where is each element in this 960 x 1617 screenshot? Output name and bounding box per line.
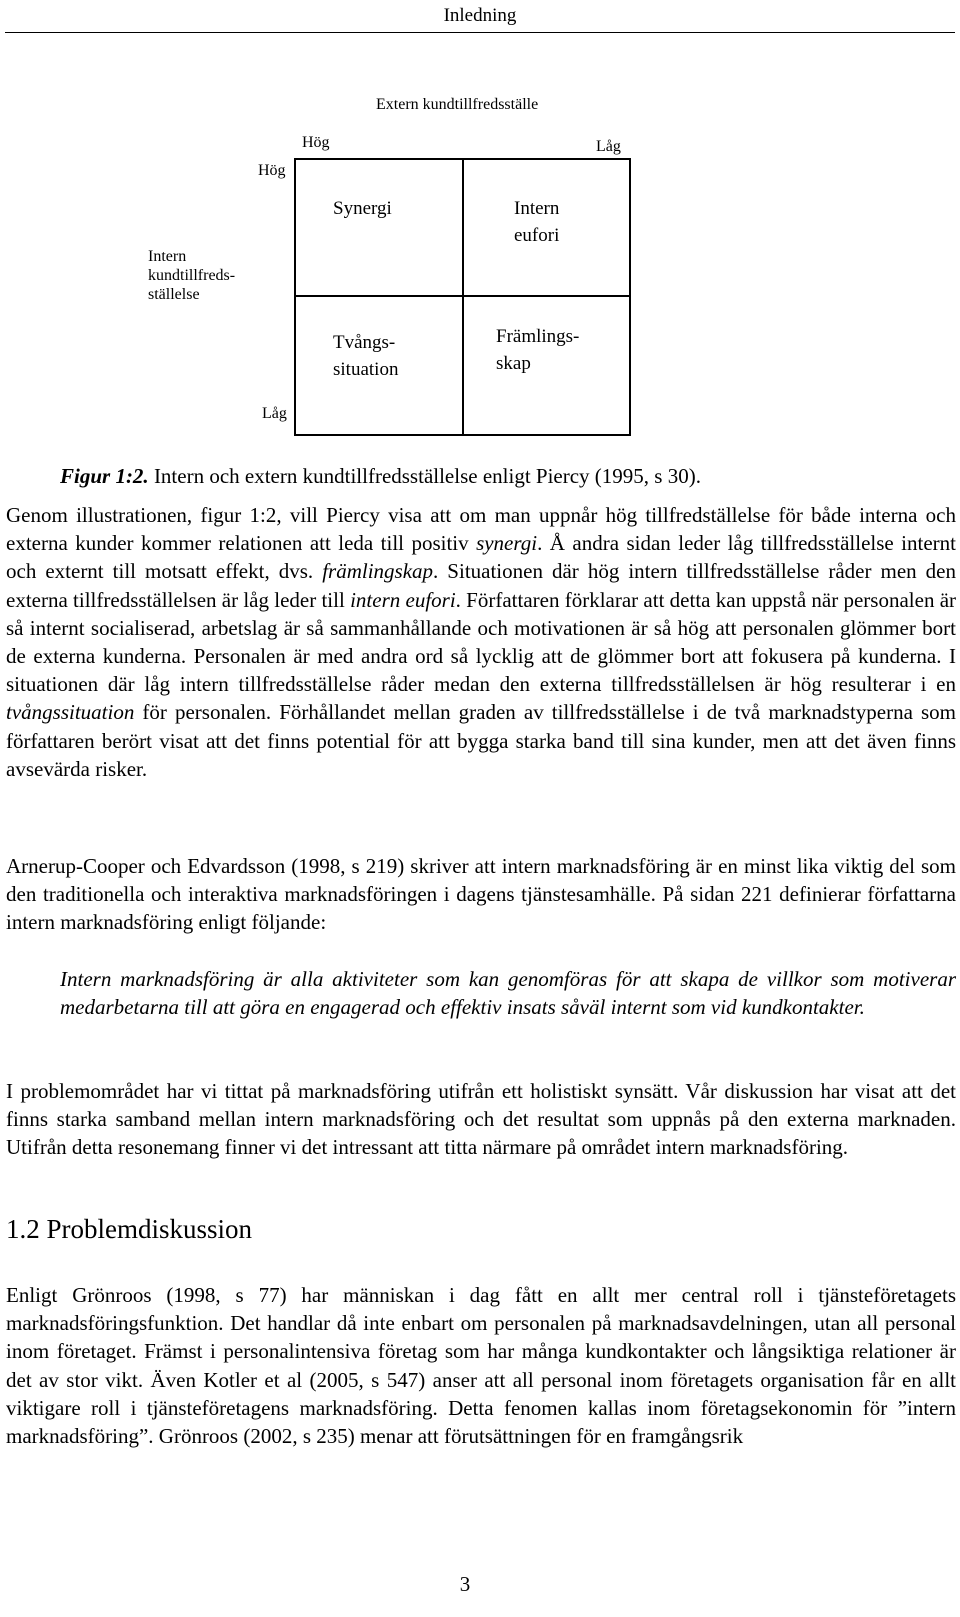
text-run: . Situationen där hög intern tillfredsställelse råder men den externa tillfredsställelsen är låg leder till [6,559,956,612]
cell-line: Tvångs- [333,332,396,353]
external-high-label: Hög [302,134,330,151]
matrix-vertical-divider [462,160,464,434]
cell-intern-eufori [514,195,559,249]
matrix-horizontal-divider [296,295,629,297]
internal-axis-title-line: kundtillfreds- [148,267,236,284]
figure-caption [60,464,701,489]
emphasis: intern eufori [350,587,456,612]
internal-high-label: Hög [258,162,286,179]
paragraph-gronroos: Enligt Grönroos (1998, s 77) har människan i dag fått en allt mer central roll i tjänsteföretagets marknadsföringsfunktion. Det handlar då inte enbart om personalen på marknadsavdelningen, utan all personal inom företaget. Främst i personalintensiva företag som har många kundkontakter och långsiktiga relationer är det av stor vikt. Även Kotler et al (2005, s 547) anser att all personal inom företagets organisation får en allt viktigare roll i tjänsteföretagens marknadsföring. Detta fenomen kallas inom företagsekonomin för ”intern marknadsföring”. Grönroos (2002, s 235) menar att förutsättningen för en framgångsrik [6,1283,956,1449]
text-run: Genom illustrationen, figur 1:2, vill Piercy visa att om man uppnår hög tillfredställelse för både interna och externa kunder kommer relationen att leda till positiv [6,503,956,556]
internal-axis-title-line: Intern [148,248,187,265]
paragraph-arnerup-cooper: Arnerup-Cooper och Edvardsson (1998, s 219) skriver att intern marknadsföring är en minst lika viktig del som den traditionella och interaktiva marknadsföringen i dagens tjänstesamhälle. På sidan 221 definierar författarna intern marknadsföring enligt följande: [6,854,956,935]
cell-line: skap [496,353,531,374]
cell-line: eufori [514,225,560,246]
running-header: Inledning [443,5,517,26]
emphasis: tvångssituation [6,700,135,725]
internal-axis-title [148,247,235,304]
cell-line: Intern [514,198,560,219]
paragraph-problemomrade: I problemområdet har vi tittat på marknadsföring utifrån ett holistiskt synsätt. Vår diskussion har visat att det finns starka samband mellan intern marknadsföring och det resultat som uppnås på den externa marknaden. Utifrån detta resonemang finner vi det intressant att titta närmare på området intern marknadsföring. [6,1079,956,1160]
text-run: för personalen. Förhållandet mellan graden av tillfredsställelse i de två marknadstyperna som författaren berört visat att det finns potential för att bygga starka band till sina kunder, men att det även finns avsevärda risker. [6,700,956,781]
cell-framlingskap [496,323,579,377]
emphasis: främlingskap [322,559,434,584]
figure-caption-label: Figur 1:2. [60,464,149,488]
external-low-label: Låg [596,138,621,155]
page-number: 3 [459,1572,471,1596]
cell-synergi: Synergi [333,198,392,219]
header-rule [5,32,955,33]
cell-line: Främlings- [496,326,580,347]
external-axis-title: Extern kundtillfredsställe [376,96,539,113]
internal-axis-title-line: ställelse [148,286,200,303]
paragraph-piercy [6,501,956,783]
text-run: . Å andra sidan leder låg tillfredsställelse internt och externt till motsatt effekt, dvs. [6,531,956,584]
text-run: . Författaren förklarar att detta kan uppstå när personalen är så internt socialiserad, arbetslag är så sammanhållande och motivationen är så hög att personalen glömmer bort de externa kunderna. Personalen är med andra ord så lycklig att de glömmer bort att fokusera på kunderna. I situationen där låg intern tillfredsställelse råder medan den externa tillfredsställelsen är hög resulterar i en [6,587,957,697]
cell-tvangssituation [333,329,398,383]
figure-caption-text: Intern och extern kundtillfredsställelse enligt Piercy (1995, s 30). [148,464,701,488]
cell-line: situation [333,359,399,380]
block-quote: Intern marknadsföring är alla aktiviteter som kan genomföras för att skapa de villkor som motiverar medarbetarna till att göra en engagerad och effektiv insats såväl internt som vid kundkontakter. [60,967,956,1020]
section-heading: 1.2 Problemdiskussion [6,1214,253,1244]
internal-low-label: Låg [262,405,287,422]
emphasis: synergi [476,531,538,556]
